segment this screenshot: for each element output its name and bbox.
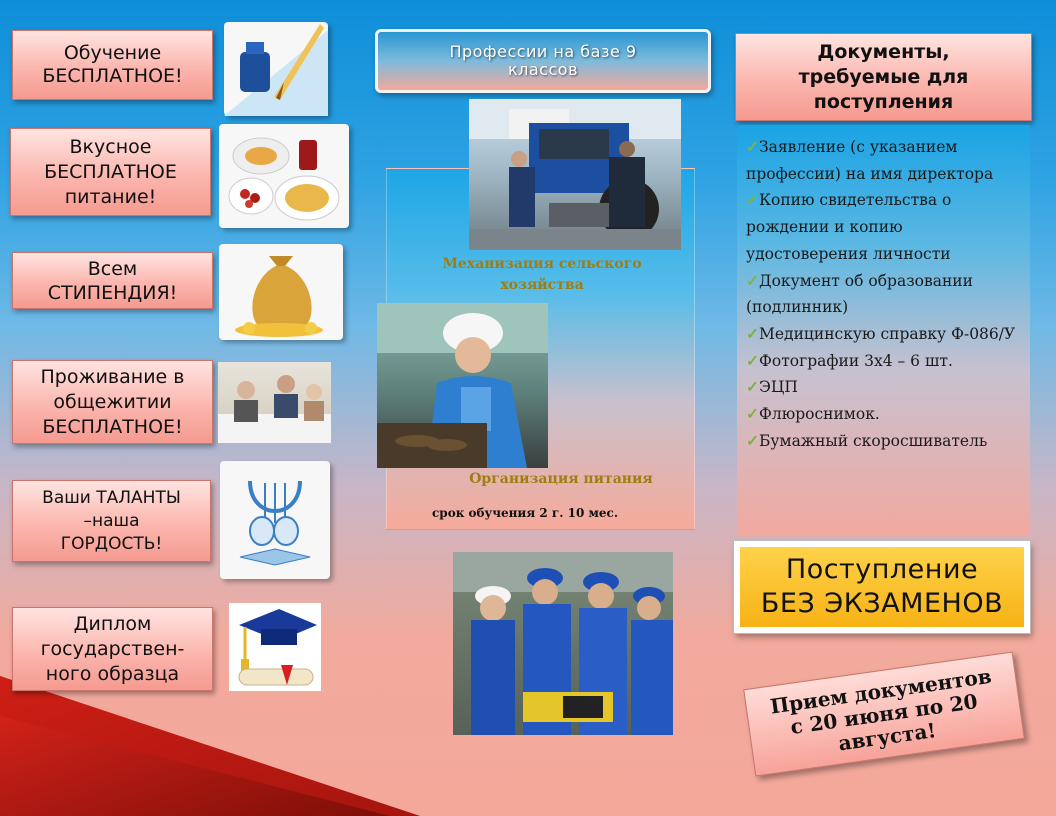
checkmark-icon: ✓ bbox=[746, 377, 759, 397]
inkwell-quill-icon bbox=[224, 22, 328, 116]
cook-photo bbox=[377, 303, 548, 468]
list-item: ✓Медицинскую справку Ф-086/У bbox=[746, 323, 1016, 343]
tractor-photo bbox=[469, 99, 681, 250]
list-item: ✓ЭЦП bbox=[746, 377, 798, 397]
money-bag-icon bbox=[219, 244, 343, 340]
benefit-scholarship: Всем СТИПЕНДИЯ! bbox=[12, 252, 213, 309]
red-corner-decoration bbox=[0, 676, 420, 816]
benefit-free-meals: Вкусное БЕСПЛАТНОЕ питание! bbox=[10, 128, 211, 216]
theater-masks-lyre-icon bbox=[220, 461, 330, 579]
professions-title: Профессии на базе 9 классов bbox=[375, 29, 711, 93]
students-photo bbox=[453, 552, 673, 735]
checkmark-icon: ✓ bbox=[746, 350, 759, 370]
documents-header: Документы, требуемые для поступления bbox=[735, 33, 1032, 121]
study-term: срок обучения 2 г. 10 мес. bbox=[432, 506, 619, 520]
dormitory-people-icon bbox=[218, 362, 331, 443]
benefit-state-diploma: Диплом государствен- ного образца bbox=[12, 607, 213, 691]
checkmark-icon: ✓ bbox=[746, 190, 759, 210]
checkmark-icon: ✓ bbox=[746, 270, 759, 290]
graduation-cap-diploma-icon bbox=[229, 603, 321, 691]
list-item: ✓Копию свидетельства о рождении и копию удостоверения личности bbox=[746, 190, 952, 263]
checkmark-icon: ✓ bbox=[746, 430, 759, 450]
profession-mechanization: Механизация сельского хозяйства bbox=[442, 256, 642, 293]
documents-list bbox=[746, 134, 1026, 454]
list-item: ✓Бумажный скоросшиватель bbox=[746, 430, 988, 450]
list-item: ✓Документ об образовании (подлинник) bbox=[746, 270, 973, 317]
profession-catering: Организация питания bbox=[469, 471, 653, 487]
checkmark-icon: ✓ bbox=[746, 404, 759, 424]
admission-no-exams: Поступление БЕЗ ЭКЗАМЕНОВ bbox=[734, 541, 1030, 633]
list-item: ✓Флюроснимок. bbox=[746, 404, 880, 424]
benefit-talents: Ваши ТАЛАНТЫ –наша ГОРДОСТЬ! bbox=[12, 480, 211, 562]
checkmark-icon: ✓ bbox=[746, 323, 759, 343]
list-item: ✓Фотографии 3х4 – 6 шт. bbox=[746, 350, 953, 370]
checkmark-icon: ✓ bbox=[746, 137, 759, 156]
list-item: ✓Заявление (с указанием профессии) на имя директора bbox=[746, 137, 994, 183]
admission-dates: Прием документов с 20 июня по 20 августа! bbox=[743, 652, 1025, 777]
benefit-free-education: Обучение БЕСПЛАТНОЕ! bbox=[12, 30, 213, 100]
benefit-free-dormitory: Проживание в общежитии БЕСПЛАТНОЕ! bbox=[12, 360, 213, 444]
meal-plates-icon bbox=[219, 124, 349, 228]
